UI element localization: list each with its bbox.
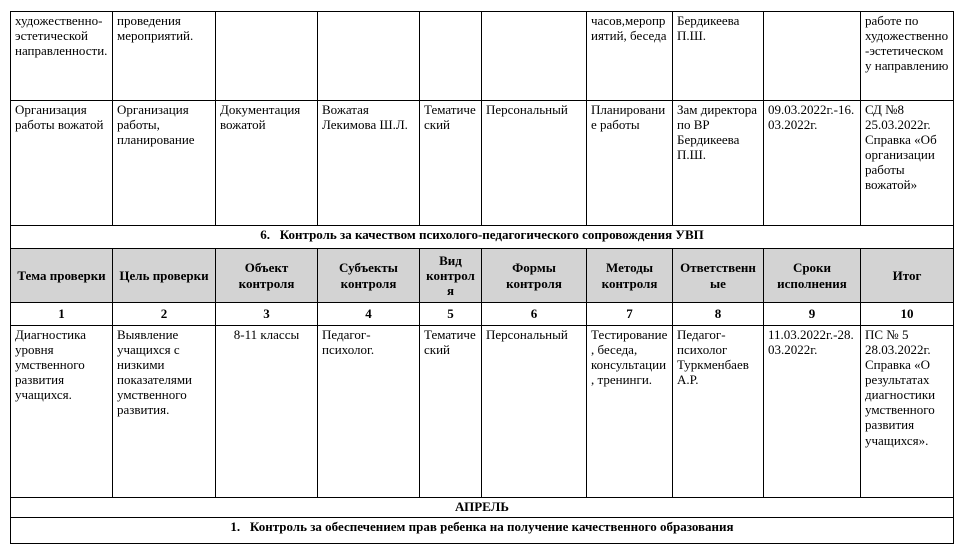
cell-dates: 11.03.2022г.-28.03.2022г. [764, 326, 861, 498]
cell-kind [420, 12, 482, 101]
column-number: 4 [318, 303, 420, 326]
cell-topic: художественно-эстетической направленности. [11, 12, 113, 101]
cell-forms: Персональный [482, 326, 587, 498]
cell-forms [482, 12, 587, 101]
cell-result: ПС № 5 28.03.2022г. Справка «О результатах диагностики умственного развития учащихся». [861, 326, 954, 498]
cell-goal: проведения мероприятий. [113, 12, 216, 101]
table-row-carryover-2 [11, 101, 954, 226]
header-result: Итог [861, 249, 954, 303]
cell-methods: Тестирование, беседа, консультации, тренинги. [587, 326, 673, 498]
cell-topic: Организация работы вожатой [11, 101, 113, 226]
column-number: 6 [482, 303, 587, 326]
cell-result: работе по художественно-эстетическому направлению [861, 12, 954, 101]
header-methods: Методы контроля [587, 249, 673, 303]
column-numbers-row [11, 303, 954, 326]
cell-dates: 09.03.2022г.-16.03.2022г. [764, 101, 861, 226]
header-forms: Формы контроля [482, 249, 587, 303]
header-subjects: Субъекты контроля [318, 249, 420, 303]
cell-methods: Планирование работы [587, 101, 673, 226]
header-responsible: Ответственные [673, 249, 764, 303]
cell-object: 8-11 классы [216, 326, 318, 498]
table-row-diagnostics [11, 326, 954, 498]
header-dates: Сроки исполнения [764, 249, 861, 303]
cell-responsible: Педагог-психолог Туркменбаев А.Р. [673, 326, 764, 498]
table-header-row [11, 249, 954, 303]
column-number: 8 [673, 303, 764, 326]
cell-forms: Персональный [482, 101, 587, 226]
control-plan-table [10, 11, 954, 544]
cell-topic: Диагностика уровня умственного развития учащихся. [11, 326, 113, 498]
table-row-section-1 [11, 518, 954, 544]
header-kind: Вид контроля [420, 249, 482, 303]
column-number: 5 [420, 303, 482, 326]
table-row-section-6 [11, 226, 954, 249]
cell-object: Документация вожатой [216, 101, 318, 226]
cell-methods: часов,мероприятий, беседа [587, 12, 673, 101]
table-row-april [11, 498, 954, 518]
cell-dates [764, 12, 861, 101]
section-6-title: 6. Контроль за качеством психолого-педагогического сопровождения УВП [11, 226, 954, 249]
cell-responsible: Бердикеева П.Ш. [673, 12, 764, 101]
cell-goal: Организация работы, планирование [113, 101, 216, 226]
header-object: Объект контроля [216, 249, 318, 303]
column-number: 9 [764, 303, 861, 326]
cell-subjects [318, 12, 420, 101]
header-goal: Цель проверки [113, 249, 216, 303]
cell-subjects: Педагог-психолог. [318, 326, 420, 498]
column-number: 2 [113, 303, 216, 326]
cell-responsible: Зам директора по ВР Бердикеева П.Ш. [673, 101, 764, 226]
cell-subjects: Вожатая Лекимова Ш.Л. [318, 101, 420, 226]
column-number: 1 [11, 303, 113, 326]
column-number: 10 [861, 303, 954, 326]
column-number: 3 [216, 303, 318, 326]
april-title: АПРЕЛЬ [11, 498, 954, 518]
header-topic: Тема проверки [11, 249, 113, 303]
cell-kind: Тематический [420, 101, 482, 226]
cell-object [216, 12, 318, 101]
table-row-carryover-1 [11, 12, 954, 101]
cell-goal: Выявление учащихся с низкими показателями умственного развития. [113, 326, 216, 498]
column-number: 7 [587, 303, 673, 326]
cell-kind: Тематический [420, 326, 482, 498]
cell-result: СД №8 25.03.2022г. Справка «Об организации работы вожатой» [861, 101, 954, 226]
section-1-title: 1. Контроль за обеспечением прав ребенка на получение качественного образования [11, 518, 954, 544]
